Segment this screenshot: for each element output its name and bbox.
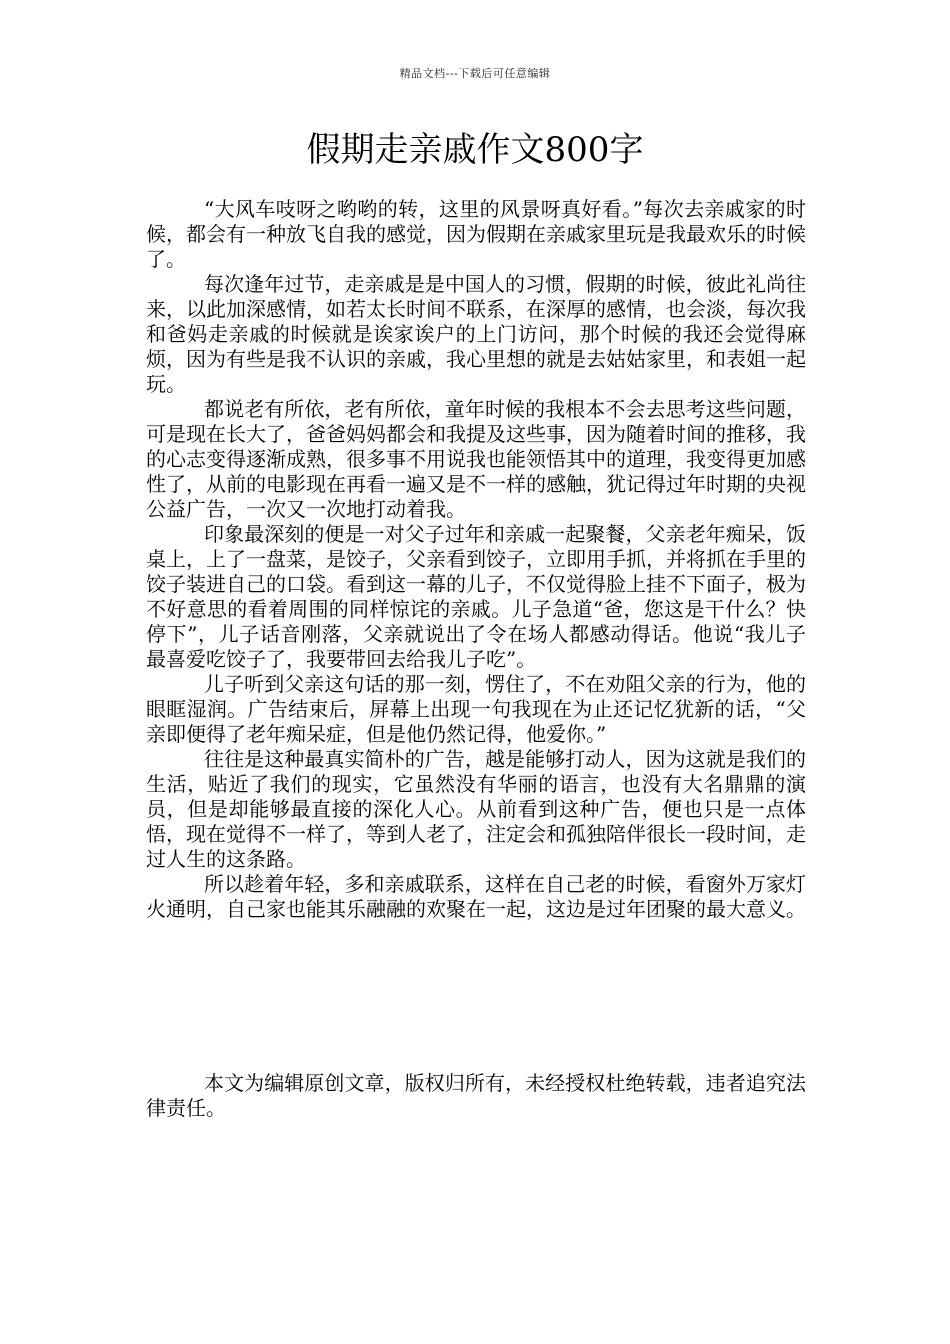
paragraph-5: 儿子听到父亲这句话的那一刻，愣住了，不在劝阻父亲的行为，他的眼眶湿润。广告结束后，屏幕上出现一句我现在为止还记忆犹新的话，“父亲即便得了老年痴呆症，但是他仍然记得，他爱你。”: [146, 672, 806, 746]
article-body: [146, 197, 806, 922]
page-title: 假期走亲戚作文800字: [306, 130, 644, 170]
paragraph-2: 每次逢年过节，走亲戚是是中国人的习惯，假期的时候，彼此礼尚往来，以此加深感情，如若太长时间不联系，在深厚的感情，也会淡，每次我和爸妈走亲戚的时候就是诶家诶户的上门访问，那个时候的我还会觉得麻烦，因为有些是我不认识的亲戚，我心里想的就是去姑姑家里，和表姐一起玩。: [146, 272, 806, 396]
paragraph-7: 所以趁着年轻，多和亲戚联系，这样在自己老的时候，看窗外万家灯火通明，自己家也能其乐融融的欢聚在一起，这边是过年团聚的最大意义。: [146, 872, 806, 921]
paragraph-6: 往往是这种最真实简朴的广告，越是能够打动人，因为这就是我们的生活，贴近了我们的现实，它虽然没有华丽的语言，也没有大名鼎鼎的演员，但是却能够最直接的深化人心。从前看到这种广告，便也只是一点体悟，现在觉得不一样了，等到人老了，注定会和孤独陪伴很长一段时间，走过人生的这条路。: [146, 747, 806, 871]
paragraph-4: 印象最深刻的便是一对父子过年和亲戚一起聚餐，父亲老年痴呆，饭桌上，上了一盘菜，是饺子，父亲看到饺子，立即用手抓，并将抓在手里的饺子装进自己的口袋。看到这一幕的儿子，不仅觉得脸上挂不下面子，极为不好意思的看着周围的同样惊诧的亲戚。儿子急道“爸，您这是干什么？快停下”，儿子话音刚落，父亲就说出了令在场人都感动得话。他说“我儿子最喜爱吃饺子了，我要带回去给我儿子吃”。: [146, 522, 806, 671]
copyright-note: 本文为编辑原创文章，版权归所有，未经授权杜绝转载，违者追究法律责任。: [146, 1071, 806, 1120]
paragraph-1: “大风车吱呀之哟哟的转，这里的风景呀真好看。”每次去亲戚家的时候，都会有一种放飞自我的感觉，因为假期在亲戚家里玩是我最欢乐的时候了。: [146, 197, 806, 271]
paragraph-3: 都说老有所依，老有所依，童年时候的我根本不会去思考这些问题，可是现在长大了，爸爸妈妈都会和我提及这些事，因为随着时间的推移，我的心志变得逐渐成熟，很多事不用说我也能领悟其中的道理，我变得更加感性了，从前的电影现在再看一遍又是不一样的感触，犹记得过年时期的央视公益广告，一次又一次地打动着我。: [146, 397, 806, 521]
header-note: 精品文档---下载后可任意编辑: [399, 67, 551, 80]
